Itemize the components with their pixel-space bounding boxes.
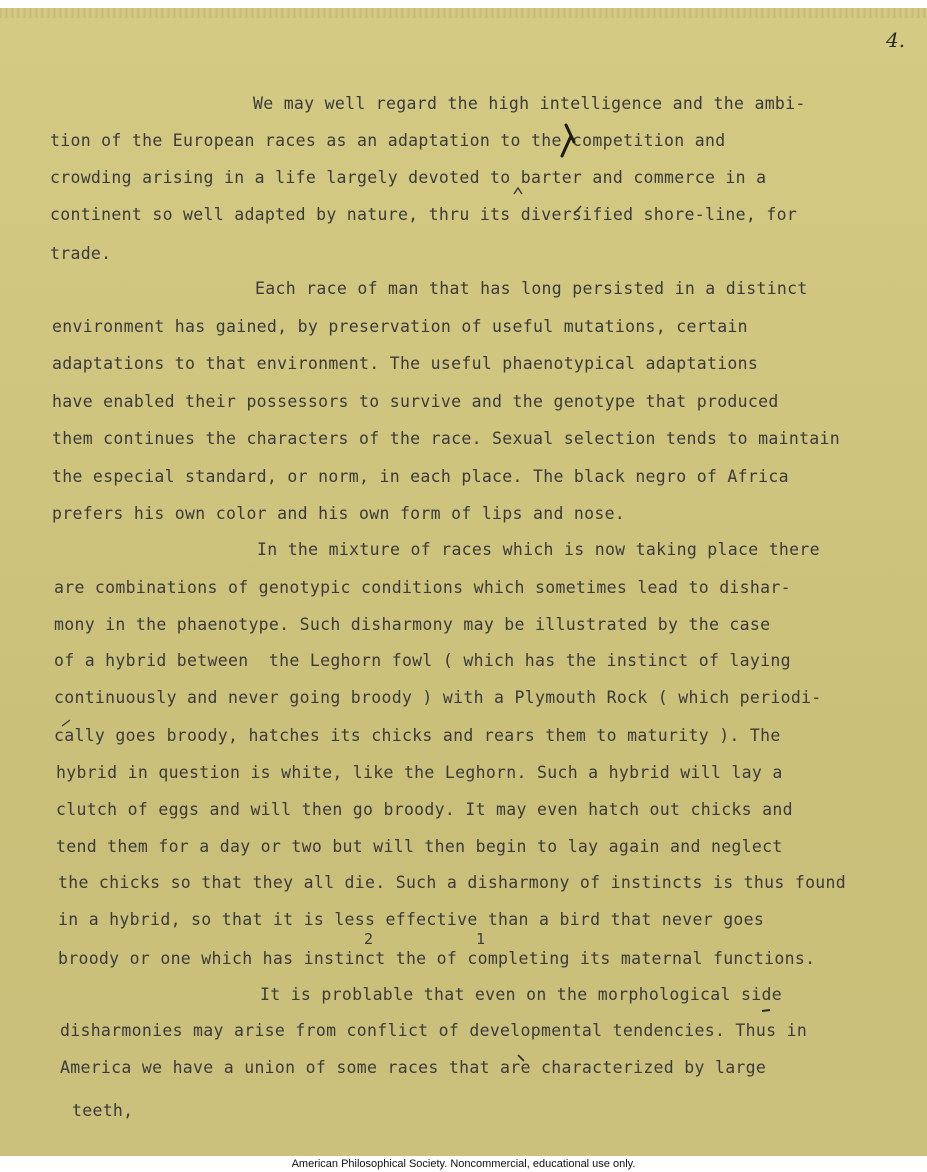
text-line: are combinations of genotypic conditions which sometimes lead to dishar- xyxy=(54,578,791,597)
text-line: environment has gained, by preservation of useful mutations, certain xyxy=(52,317,748,336)
text-line: have enabled their possessors to survive and the genotype that produced xyxy=(52,392,779,411)
text-line: disharmonies may arise from conflict of developmental tendencies. Thus in xyxy=(60,1021,808,1040)
text-line: It is problable that even on the morphological side xyxy=(260,985,782,1004)
text-line: mony in the phaenotype. Such disharmony may be illustrated by the case xyxy=(54,615,771,634)
text-line: Each race of man that has long persisted in a distinct xyxy=(255,279,808,298)
text-line: trade. xyxy=(50,244,112,263)
text-line: America we have a union of some races that are characterized by large xyxy=(60,1058,767,1077)
text-line: tend them for a day or two but will then begin to lay again and neglect xyxy=(56,837,783,856)
text-line: of a hybrid between the Leghorn fowl ( which has the instinct of laying xyxy=(54,651,791,670)
footer-credit: American Philosophical Society. Noncommercial, educational use only. xyxy=(291,1158,636,1170)
text-line: tion of the European races as an adaptation to the competition and xyxy=(50,131,726,150)
text-line: cally goes broody, hatches its chicks and rears them to maturity ). The xyxy=(54,726,781,745)
text-line: crowding arising in a life largely devoted to barter and commerce in a xyxy=(50,168,767,187)
page-number: 4. xyxy=(886,28,906,52)
text-line: In the mixture of races which is now taking place there xyxy=(257,540,820,559)
text-line: adaptations to that environment. The useful phaenotypical adaptations xyxy=(52,354,759,373)
text-line: continent so well adapted by nature, thru its diversified shore-line, for xyxy=(50,205,798,224)
text-line: teeth, xyxy=(72,1101,134,1120)
reorder-marks: 2 1 xyxy=(364,930,486,948)
text-line: clutch of eggs and will then go broody. It may even hatch out chicks and xyxy=(56,800,793,819)
text-line: in a hybrid, so that it is less effective than a bird that never goes xyxy=(58,910,765,929)
typewritten-page xyxy=(0,8,927,1156)
text-line: the especial standard, or norm, in each place. The black negro of Africa xyxy=(52,467,789,486)
text-line: them continues the characters of the race. Sexual selection tends to maintain xyxy=(52,429,841,448)
text-line: continuously and never going broody ) with a Plymouth Rock ( which periodi- xyxy=(54,688,822,707)
text-line: the chicks so that they all die. Such a disharmony of instincts is thus found xyxy=(58,873,847,892)
text-line: We may well regard the high intelligence and the ambi- xyxy=(253,94,806,113)
text-line: broody or one which has instinct the of completing its maternal functions. xyxy=(58,949,816,968)
text-line: prefers his own color and his own form of lips and nose. xyxy=(52,504,626,523)
text-line: hybrid in question is white, like the Leghorn. Such a hybrid will lay a xyxy=(56,763,783,782)
